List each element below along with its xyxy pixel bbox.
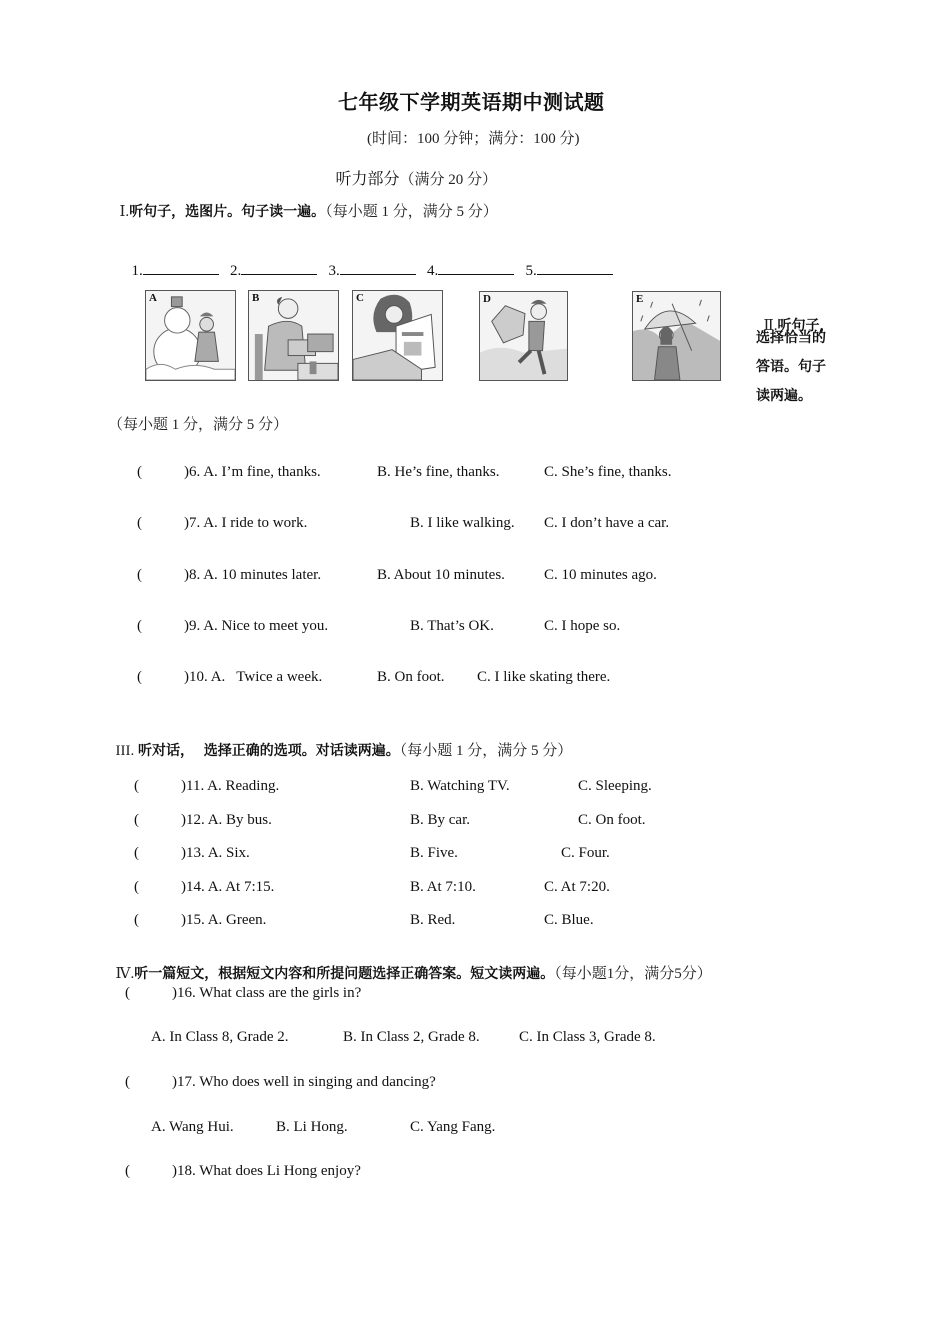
- answer-paren[interactable]: (: [125, 1163, 130, 1179]
- answer-paren[interactable]: (: [134, 778, 139, 794]
- answer-paren[interactable]: (: [137, 515, 142, 531]
- question-number: )10.: [184, 669, 208, 685]
- blank-label: 4.: [427, 263, 439, 279]
- question-number: )11.: [181, 778, 205, 794]
- answer-paren[interactable]: (: [137, 464, 142, 480]
- question-option-a: [181, 812, 272, 829]
- answer-blank-3[interactable]: [340, 260, 416, 275]
- section-1-note: （每小题 1 分，满分 5 分）: [325, 204, 498, 220]
- girl-umbrella-rain-illustration-icon: [633, 292, 720, 380]
- option-c: C. Sleeping.: [578, 778, 652, 794]
- question-option-a: [184, 567, 321, 584]
- question-number: )7.: [184, 515, 201, 531]
- option-a: A. Reading.: [207, 778, 280, 794]
- answer-blank-1[interactable]: [143, 260, 219, 275]
- woman-newspaper-illustration-icon: [353, 291, 442, 380]
- answer-blank-5[interactable]: [537, 260, 613, 275]
- section-4-instruction: 听一篇短文，根据短文内容和所提问题选择正确答案。短文读两遍。: [134, 966, 555, 982]
- option-b: B. I like walking.: [410, 515, 515, 531]
- part-title: 听力部分: [335, 169, 400, 188]
- teacher-illustration-icon: [249, 291, 338, 380]
- question-option-a: [181, 778, 279, 795]
- question-number: )9.: [184, 618, 201, 634]
- option-c: C. I like skating there.: [477, 669, 611, 685]
- option-a: A. Six.: [207, 845, 250, 861]
- option-c: C. On foot.: [578, 812, 646, 828]
- answer-paren[interactable]: (: [134, 912, 139, 928]
- answer-blank-2[interactable]: [241, 260, 317, 275]
- option-c: C. Blue.: [544, 912, 594, 928]
- option-c: C. I hope so.: [544, 618, 621, 634]
- blank-label: 5.: [525, 263, 537, 279]
- part-note: （满分 20 分）: [399, 172, 498, 188]
- picture-a: [145, 290, 236, 381]
- question-option-a: [181, 879, 274, 896]
- exam-info: (时间：100 分钟；满分：100 分): [367, 131, 580, 147]
- option-b: B. About 10 minutes.: [377, 567, 505, 583]
- answer-blank-4[interactable]: [438, 260, 514, 275]
- section-2-num: Ⅱ.: [763, 318, 778, 334]
- option-c: C. Four.: [561, 845, 610, 861]
- option-a: A. At 7:15.: [207, 879, 275, 895]
- option-c: C. At 7:20.: [544, 879, 610, 895]
- answer-blanks: [124, 243, 613, 280]
- option-a: A. Wang Hui.: [151, 1119, 234, 1135]
- option-b: B. Five.: [410, 845, 458, 861]
- picture-label: A: [149, 292, 157, 304]
- option-c: C. I don’t have a car.: [544, 515, 670, 531]
- picture-label: E: [636, 293, 644, 305]
- question-number: )14.: [181, 879, 205, 895]
- picture-d: [479, 291, 568, 381]
- answer-paren[interactable]: (: [134, 812, 139, 828]
- snowman-illustration-icon: [146, 291, 235, 380]
- option-c: C. She’s fine, thanks.: [544, 464, 672, 480]
- option-b: B. Li Hong.: [276, 1119, 348, 1135]
- answer-paren[interactable]: (: [134, 879, 139, 895]
- question-stem: )17. Who does well in singing and dancing?: [172, 1074, 436, 1090]
- section-3-heading: [108, 722, 572, 760]
- blank-label: 1.: [131, 263, 143, 279]
- option-a: A. I ride to work.: [203, 515, 308, 531]
- answer-paren[interactable]: (: [137, 618, 142, 634]
- section-1-heading: [112, 183, 498, 221]
- question-option-a: [184, 618, 328, 635]
- option-b: B. That’s OK.: [410, 618, 494, 634]
- question-stem: )18. What does Li Hong enjoy?: [172, 1163, 361, 1179]
- option-a: A. Green.: [207, 912, 267, 928]
- option-b: B. Red.: [410, 912, 456, 928]
- answer-paren[interactable]: (: [137, 567, 142, 583]
- option-a: A. In Class 8, Grade 2.: [151, 1029, 289, 1045]
- section-1-instruction: 听句子，选图片。句子读一遍。: [129, 204, 326, 220]
- section-2-instruction-line: 听句子，: [777, 318, 834, 334]
- section-2-instruction-line: 选择恰当的: [756, 330, 826, 346]
- option-a: A. Twice a week.: [210, 669, 323, 685]
- option-b: B. By car.: [410, 812, 470, 828]
- option-a: A. Nice to meet you.: [203, 618, 329, 634]
- question-option-a: [184, 515, 307, 532]
- option-c: C. Yang Fang.: [410, 1119, 496, 1135]
- page-title: 七年级下学期英语期中测试题: [338, 90, 605, 114]
- option-c: C. In Class 3, Grade 8.: [519, 1029, 656, 1045]
- question-option-a: [184, 464, 321, 481]
- option-a: A. By bus.: [207, 812, 272, 828]
- section-4-note: （每小题1分，满分5分）: [554, 966, 712, 982]
- option-a: A. 10 minutes later.: [203, 567, 322, 583]
- blank-label: 3.: [328, 263, 340, 279]
- option-b: B. At 7:10.: [410, 879, 476, 895]
- picture-e: [632, 291, 721, 381]
- question-number: )12.: [181, 812, 205, 828]
- section-3-num: III.: [115, 743, 135, 759]
- question-option-a: [181, 912, 266, 929]
- question-option-a: [184, 669, 322, 686]
- section-4-num: Ⅳ.: [115, 966, 135, 982]
- question-number: )13.: [181, 845, 205, 861]
- picture-b: [248, 290, 339, 381]
- answer-paren[interactable]: (: [125, 985, 130, 1001]
- section-2-instruction-line: 答语。句子: [756, 359, 826, 375]
- question-option-a: [181, 845, 250, 862]
- question-number: )8.: [184, 567, 201, 583]
- question-stem: )16. What class are the girls in?: [172, 985, 362, 1001]
- picture-c: [352, 290, 443, 381]
- picture-label: D: [483, 293, 491, 305]
- question-number: )6.: [184, 464, 201, 480]
- section-4-heading: [108, 945, 712, 983]
- section-2-instruction-line: 读两遍。: [756, 388, 812, 404]
- answer-paren[interactable]: (: [134, 845, 139, 861]
- boy-with-box-illustration-icon: [480, 292, 567, 380]
- option-c: C. 10 minutes ago.: [544, 567, 657, 583]
- option-b: B. He’s fine, thanks.: [377, 464, 500, 480]
- option-b: B. In Class 2, Grade 8.: [343, 1029, 480, 1045]
- option-a: A. I’m fine, thanks.: [203, 464, 321, 480]
- question-number: )15.: [181, 912, 205, 928]
- answer-paren[interactable]: (: [137, 669, 142, 685]
- section-3-instruction: 听对话， 选择正确的选项。对话读两遍。: [138, 743, 400, 759]
- picture-label: C: [356, 292, 364, 304]
- section-3-note: （每小题 1 分，满分 5 分）: [399, 743, 573, 759]
- picture-label: B: [252, 292, 260, 304]
- blank-label: 2.: [230, 263, 242, 279]
- answer-paren[interactable]: (: [125, 1074, 130, 1090]
- section-2-note: （每小题 1 分，满分 5 分）: [108, 417, 289, 433]
- option-b: B. On foot.: [377, 669, 445, 685]
- section-1-num: Ⅰ.: [119, 204, 130, 220]
- option-b: B. Watching TV.: [410, 778, 510, 794]
